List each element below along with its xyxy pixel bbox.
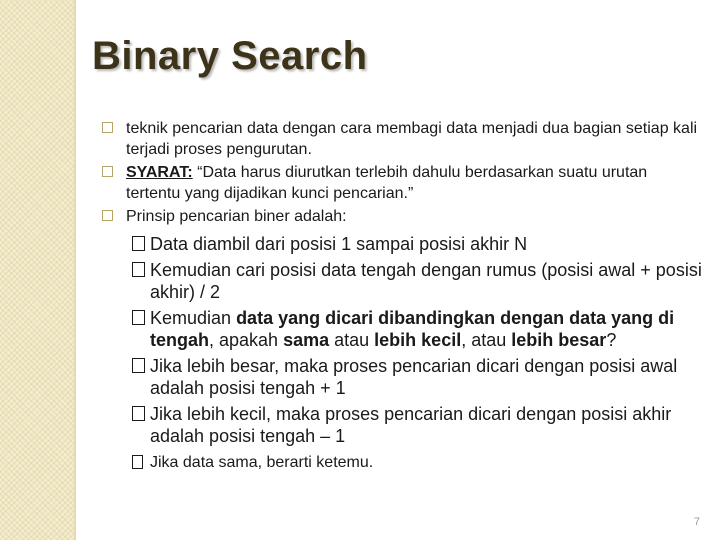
step-text-part: ? [606,330,617,350]
step-emphasis: lebih kecil [374,330,462,350]
step-emphasis: sama [283,330,330,350]
step-item-5 [132,403,702,447]
bullet-item-syarat [102,162,702,204]
missing-glyph-box-icon [132,236,145,251]
hollow-square-bullet-icon [102,122,113,133]
missing-glyph-box-icon [132,406,145,421]
step-text: Data diambil dari posisi 1 sampai posisi akhir N [150,234,528,254]
step-item-2 [132,259,702,303]
step-item-final [132,453,702,473]
bullet-item-definition [102,118,702,160]
step-item-4 [132,355,702,399]
step-text-part: Kemudian [150,308,237,328]
missing-glyph-box-icon [132,310,145,325]
bullet-item-principle [102,206,702,227]
step-emphasis: lebih besar [511,330,607,350]
principle-steps-list [132,233,702,473]
step-text-part: atau [329,330,375,350]
decorative-side-panel [0,0,74,540]
bullet-text: Prinsip pencarian biner adalah: [126,208,347,225]
bullet-list [102,118,702,473]
missing-glyph-box-icon [132,455,143,469]
page-number: 7 [693,516,700,528]
step-text-part: , atau [461,330,512,350]
step-text: Jika lebih kecil, maka proses pencarian dicari dengan posisi akhir adalah posisi tengah – 1 [150,404,672,446]
step-text: Jika data sama, berarti ketemu. [150,454,374,471]
step-text: Jika lebih besar, maka proses pencarian dicari dengan posisi awal adalah posisi tengah + 1 [150,356,678,398]
step-text-part: , apakah [209,330,284,350]
bullet-text: “Data harus diurutkan terlebih dahulu berdasarkan suatu urutan tertentu yang dijadikan kunci pencarian.” [126,164,648,202]
hollow-square-bullet-icon [102,210,113,221]
step-text: Kemudian cari posisi data tengah dengan rumus (posisi awal + posisi akhir) / 2 [150,260,702,302]
step-item-3 [132,307,702,351]
step-emphasis: data yang dicari dibandingkan dengan data yang di tengah [150,308,675,350]
step-item-1 [132,233,702,255]
side-panel-divider [74,0,76,540]
missing-glyph-box-icon [132,358,145,373]
bullet-text: teknik pencarian data dengan cara membagi data menjadi dua bagian setiap kali terjadi proses pengurutan. [126,120,698,158]
syarat-label: SYARAT: [126,164,193,181]
missing-glyph-box-icon [132,262,145,277]
slide-title: Binary Search [92,34,368,78]
hollow-square-bullet-icon [102,166,113,177]
